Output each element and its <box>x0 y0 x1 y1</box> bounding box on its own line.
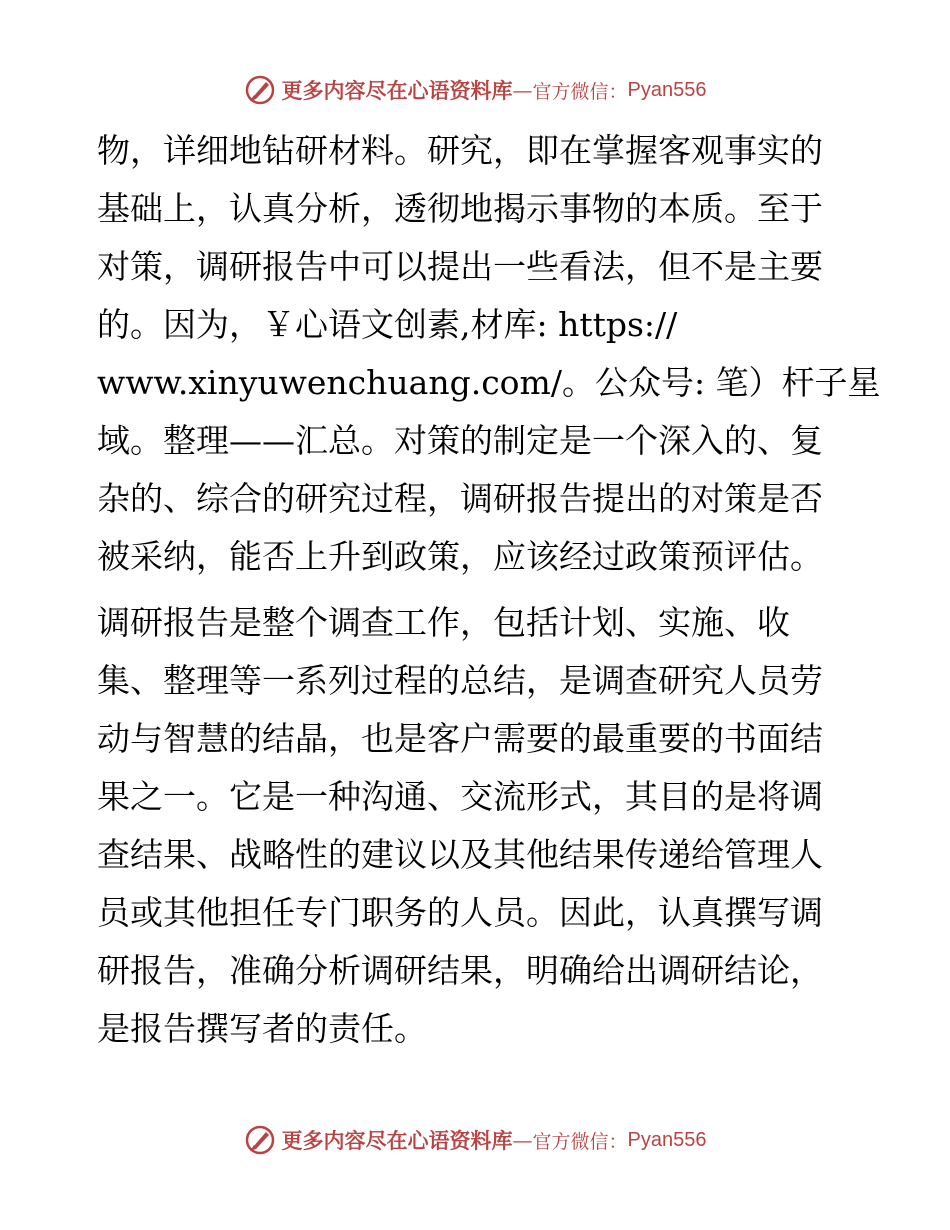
paragraph-gap <box>97 586 857 594</box>
text-line: 域。整理——汇总。对策的制定是一个深入的、复 <box>97 421 823 460</box>
text-line: 的。因为，￥心语文创素,材库: https:// <box>97 305 678 344</box>
text-line: www.xinyuwenchuang.com/。公众号: 笔）杆子星 <box>97 363 881 402</box>
text-line: 集、整理等一系列过程的总结，是调查研究人员劳 <box>97 661 823 700</box>
quill-badge-icon <box>244 74 276 106</box>
text-line: 杂的、综合的研究过程，调研报告提出的对策是否 <box>97 479 823 518</box>
footer-watermark <box>0 1120 950 1160</box>
paragraph-1 <box>97 122 881 586</box>
document-body <box>97 122 881 1058</box>
text-line: 动与智慧的结晶，也是客户需要的最重要的书面结 <box>97 719 823 758</box>
banner-wechat-id: Pyan556 <box>627 78 707 101</box>
banner-title: 更多内容尽在心语资料库 <box>281 1128 513 1153</box>
banner-wechat-id: Pyan556 <box>627 1128 707 1151</box>
text-line: 对策，调研报告中可以提出一些看法，但不是主要 <box>97 247 823 286</box>
text-line: 物，详细地钻研材料。研究，即在掌握客观事实的 <box>97 131 823 170</box>
paragraph-2 <box>97 594 857 1058</box>
header-watermark <box>0 70 950 110</box>
quill-badge-icon <box>244 1124 276 1156</box>
text-line: 基础上，认真分析，透彻地揭示事物的本质。至于 <box>97 189 823 228</box>
banner-wechat-label: 官方微信： <box>532 80 628 103</box>
text-line: 研报告，准确分析调研结果，明确给出调研结论， <box>97 951 823 990</box>
banner-dash: — <box>512 78 533 102</box>
text-line: 是报告撰写者的责任。 <box>97 1009 427 1048</box>
text-line: 被采纳，能否上升到政策，应该经过政策预评估。 <box>97 537 823 576</box>
text-line: 调研报告是整个调查工作，包括计划、实施、收 <box>97 603 790 642</box>
banner-wechat-label: 官方微信： <box>532 1130 628 1153</box>
text-line: 员或其他担任专门职务的人员。因此，认真撰写调 <box>97 893 823 932</box>
banner-dash: — <box>512 1128 533 1152</box>
text-line: 查结果、战略性的建议以及其他结果传递给管理人 <box>97 835 823 874</box>
text-line: 果之一。它是一种沟通、交流形式，其目的是将调 <box>97 777 823 816</box>
banner-title: 更多内容尽在心语资料库 <box>281 78 513 103</box>
